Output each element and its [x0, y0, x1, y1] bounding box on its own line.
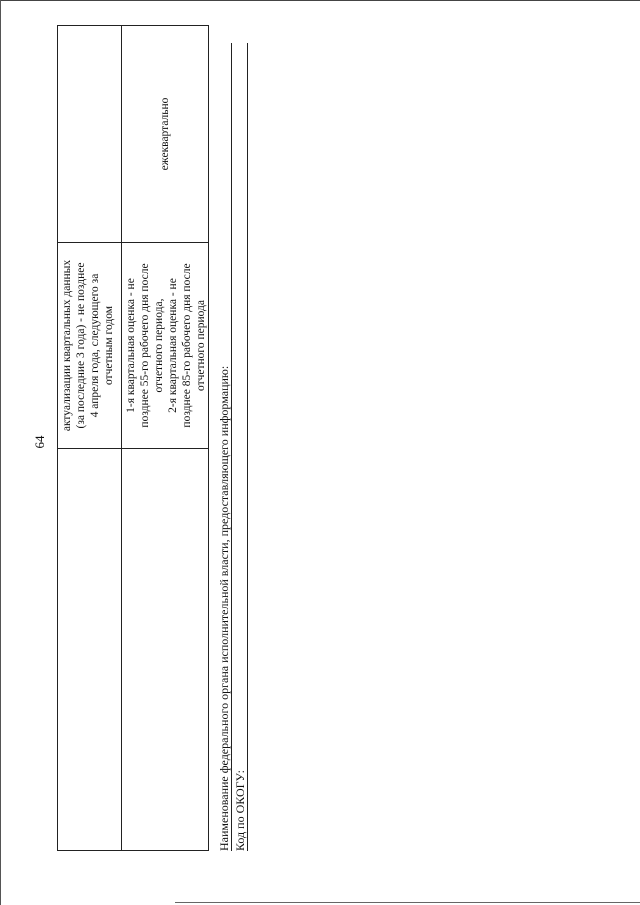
agency-name-label: Наименование федерального органа исполнительной власти, предоставляющего информацию:: [217, 365, 231, 851]
cell-line: 2-я квартальная оценка - не: [167, 278, 179, 413]
schedule-table: [57, 25, 209, 851]
underline: [231, 43, 232, 851]
cell-line: 4 апреля года, следующего за: [89, 273, 101, 418]
table-cell-empty: [58, 26, 121, 242]
cell-line: отчетным годом: [103, 305, 115, 386]
table-cell-empty: [122, 448, 208, 850]
table-cell-deadline: [122, 242, 208, 448]
rotated-content: [57, 25, 247, 851]
table-row: [58, 26, 122, 850]
page-number: 64: [32, 435, 47, 449]
cell-line: актуализации квартальных данных: [61, 259, 73, 432]
page-bottom-edge: [175, 902, 640, 903]
table-row: [122, 26, 208, 850]
table-cell-deadline: [58, 242, 121, 448]
underline: [247, 43, 248, 851]
page-top-edge: [0, 0, 640, 1]
cell-line: позднее 55-го рабочего дня после: [139, 263, 151, 428]
page-left-edge: [0, 0, 1, 905]
okogu-code-label: Код по ОКОГУ:: [233, 770, 247, 851]
cell-line: 1-я квартальная оценка - не: [125, 278, 137, 413]
cell-line: отчетного периода: [195, 299, 207, 392]
cell-line: (за последние 3 года) - не позднее: [75, 262, 87, 429]
table-cell-empty: [58, 448, 121, 850]
cell-line: позднее 85-го рабочего дня после: [181, 263, 193, 428]
cell-line: отчетного периода,: [153, 298, 165, 393]
table-cell-frequency: ежеквартально: [159, 97, 171, 171]
